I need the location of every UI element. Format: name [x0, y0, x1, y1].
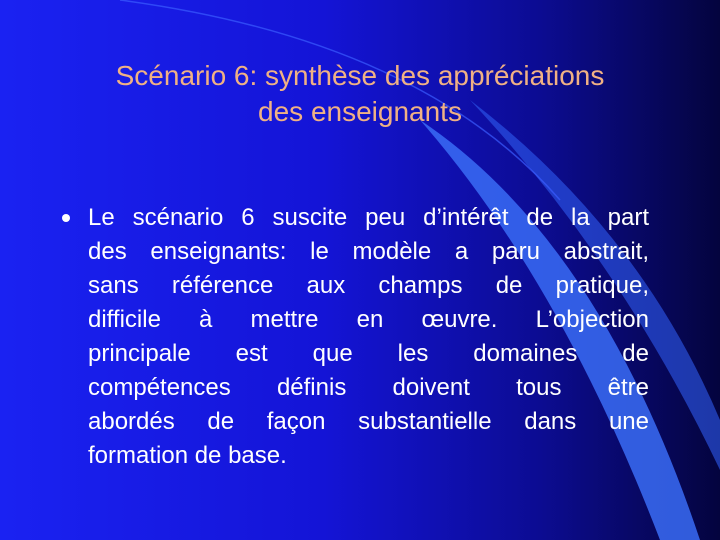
body-line: difficile à mettre en œuvre. L’objection [88, 306, 649, 333]
body-line: abordés de façon substantielle dans une [88, 408, 649, 435]
bullet-paragraph [88, 201, 649, 473]
body-line: principale est que les domaines de [88, 340, 649, 367]
body-line: sans référence aux champs de pratique, [88, 272, 649, 299]
title-line-1: Scénario 6: synthèse des appréciations [115, 60, 605, 91]
title-line-2: des enseignants [258, 96, 462, 127]
slide-title [30, 58, 690, 130]
bullet-dot-icon [62, 214, 70, 222]
body-line: Le scénario 6 suscite peu d’intérêt de la part [88, 204, 649, 231]
body-line: des enseignants: le modèle a paru abstrait, [88, 238, 649, 265]
body-line: formation de base. [88, 442, 287, 469]
body-line: compétences définis doivent tous être [88, 374, 649, 401]
